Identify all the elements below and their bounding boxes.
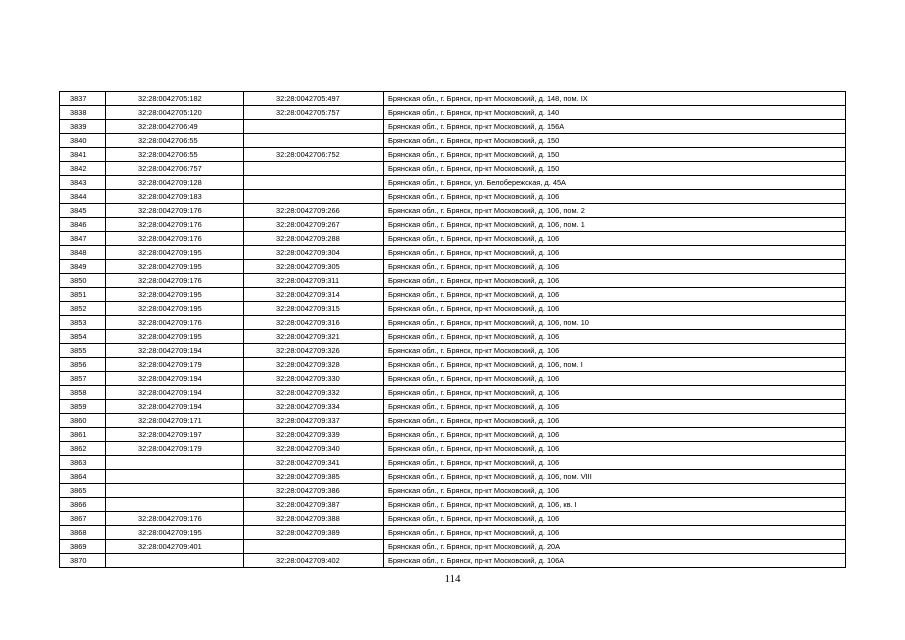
related-cadastral-number-cell: 32:28:0042709:402	[244, 554, 384, 568]
row-number-cell: 3847	[60, 232, 106, 246]
cadastral-number-cell: 32:28:0042709:176	[106, 274, 244, 288]
table-row	[60, 162, 846, 176]
row-number-cell: 3843	[60, 176, 106, 190]
cadastral-number-cell: 32:28:0042709:176	[106, 218, 244, 232]
address-cell: Брянская обл., г. Брянск, пр-кт Московский, д. 106	[384, 456, 846, 470]
related-cadastral-number-cell	[244, 162, 384, 176]
cadastral-number-cell: 32:28:0042709:179	[106, 442, 244, 456]
address-cell: Брянская обл., г. Брянск, пр-кт Московский, д. 106	[384, 330, 846, 344]
table-row	[60, 456, 846, 470]
cadastral-number-cell: 32:28:0042706:757	[106, 162, 244, 176]
table-row	[60, 470, 846, 484]
table-row	[60, 106, 846, 120]
row-number-cell: 3866	[60, 498, 106, 512]
table-row	[60, 92, 846, 106]
related-cadastral-number-cell: 32:28:0042709:337	[244, 414, 384, 428]
row-number-cell: 3860	[60, 414, 106, 428]
row-number-cell: 3867	[60, 512, 106, 526]
records-table	[59, 91, 846, 568]
table-row	[60, 484, 846, 498]
cadastral-number-cell: 32:28:0042709:401	[106, 540, 244, 554]
row-number-cell: 3857	[60, 372, 106, 386]
table-row	[60, 428, 846, 442]
row-number-cell: 3846	[60, 218, 106, 232]
cadastral-number-cell	[106, 498, 244, 512]
row-number-cell: 3850	[60, 274, 106, 288]
related-cadastral-number-cell	[244, 176, 384, 190]
row-number-cell: 3854	[60, 330, 106, 344]
address-cell: Брянская обл., г. Брянск, пр-кт Московский, д. 106	[384, 442, 846, 456]
address-cell: Брянская обл., г. Брянск, пр-кт Московский, д. 106, кв. I	[384, 498, 846, 512]
address-cell: Брянская обл., г. Брянск, пр-кт Московский, д. 106	[384, 400, 846, 414]
cadastral-number-cell	[106, 456, 244, 470]
address-cell: Брянская обл., г. Брянск, пр-кт Московский, д. 106	[384, 414, 846, 428]
address-cell: Брянская обл., г. Брянск, пр-кт Московский, д. 106	[384, 190, 846, 204]
address-cell: Брянская обл., г. Брянск, пр-кт Московский, д. 106А	[384, 554, 846, 568]
table-row	[60, 414, 846, 428]
related-cadastral-number-cell: 32:28:0042709:386	[244, 484, 384, 498]
address-cell: Брянская обл., г. Брянск, пр-кт Московский, д. 106	[384, 372, 846, 386]
related-cadastral-number-cell: 32:28:0042709:326	[244, 344, 384, 358]
records-table-body	[60, 92, 846, 568]
cadastral-number-cell: 32:28:0042709:176	[106, 316, 244, 330]
row-number-cell: 3859	[60, 400, 106, 414]
address-cell: Брянская обл., г. Брянск, пр-кт Московский, д. 106	[384, 302, 846, 316]
related-cadastral-number-cell: 32:28:0042709:316	[244, 316, 384, 330]
row-number-cell: 3856	[60, 358, 106, 372]
related-cadastral-number-cell: 32:28:0042705:497	[244, 92, 384, 106]
row-number-cell: 3862	[60, 442, 106, 456]
related-cadastral-number-cell: 32:28:0042709:388	[244, 512, 384, 526]
cadastral-number-cell: 32:28:0042709:194	[106, 372, 244, 386]
table-row	[60, 246, 846, 260]
related-cadastral-number-cell: 32:28:0042709:387	[244, 498, 384, 512]
table-row	[60, 512, 846, 526]
table-row	[60, 120, 846, 134]
address-cell: Брянская обл., г. Брянск, пр-кт Московский, д. 150	[384, 134, 846, 148]
related-cadastral-number-cell: 32:28:0042709:328	[244, 358, 384, 372]
related-cadastral-number-cell: 32:28:0042709:321	[244, 330, 384, 344]
cadastral-number-cell: 32:28:0042709:171	[106, 414, 244, 428]
cadastral-number-cell: 32:28:0042709:176	[106, 512, 244, 526]
related-cadastral-number-cell: 32:28:0042709:330	[244, 372, 384, 386]
table-row	[60, 260, 846, 274]
table-row	[60, 288, 846, 302]
cadastral-number-cell: 32:28:0042705:182	[106, 92, 244, 106]
cadastral-number-cell	[106, 470, 244, 484]
cadastral-number-cell: 32:28:0042709:195	[106, 260, 244, 274]
related-cadastral-number-cell: 32:28:0042709:332	[244, 386, 384, 400]
row-number-cell: 3851	[60, 288, 106, 302]
address-cell: Брянская обл., г. Брянск, пр-кт Московский, д. 106	[384, 274, 846, 288]
table-row	[60, 498, 846, 512]
row-number-cell: 3841	[60, 148, 106, 162]
cadastral-number-cell: 32:28:0042705:120	[106, 106, 244, 120]
address-cell: Брянская обл., г. Брянск, пр-кт Московский, д. 106	[384, 344, 846, 358]
related-cadastral-number-cell: 32:28:0042709:389	[244, 526, 384, 540]
table-row	[60, 386, 846, 400]
cadastral-number-cell: 32:28:0042709:195	[106, 302, 244, 316]
row-number-cell: 3853	[60, 316, 106, 330]
related-cadastral-number-cell: 32:28:0042705:757	[244, 106, 384, 120]
related-cadastral-number-cell: 32:28:0042709:267	[244, 218, 384, 232]
row-number-cell: 3849	[60, 260, 106, 274]
address-cell: Брянская обл., г. Брянск, пр-кт Московский, д. 106, пом. 10	[384, 316, 846, 330]
table-row	[60, 372, 846, 386]
related-cadastral-number-cell: 32:28:0042709:266	[244, 204, 384, 218]
address-cell: Брянская обл., г. Брянск, пр-кт Московский, д. 148, пом. IX	[384, 92, 846, 106]
address-cell: Брянская обл., г. Брянск, пр-кт Московский, д. 106, пом. I	[384, 358, 846, 372]
table-row	[60, 176, 846, 190]
row-number-cell: 3869	[60, 540, 106, 554]
table-row	[60, 316, 846, 330]
table-row	[60, 330, 846, 344]
row-number-cell: 3839	[60, 120, 106, 134]
row-number-cell: 3863	[60, 456, 106, 470]
cadastral-number-cell: 32:28:0042706:55	[106, 134, 244, 148]
related-cadastral-number-cell: 32:28:0042709:288	[244, 232, 384, 246]
row-number-cell: 3868	[60, 526, 106, 540]
row-number-cell: 3837	[60, 92, 106, 106]
cadastral-number-cell: 32:28:0042709:179	[106, 358, 244, 372]
table-row	[60, 204, 846, 218]
row-number-cell: 3852	[60, 302, 106, 316]
related-cadastral-number-cell: 32:28:0042709:304	[244, 246, 384, 260]
cadastral-number-cell: 32:28:0042706:55	[106, 148, 244, 162]
address-cell: Брянская обл., г. Брянск, пр-кт Московский, д. 106	[384, 288, 846, 302]
cadastral-number-cell	[106, 554, 244, 568]
cadastral-number-cell: 32:28:0042709:194	[106, 400, 244, 414]
table-row	[60, 218, 846, 232]
related-cadastral-number-cell: 32:28:0042709:315	[244, 302, 384, 316]
cadastral-number-cell: 32:28:0042709:197	[106, 428, 244, 442]
cadastral-number-cell: 32:28:0042709:195	[106, 288, 244, 302]
row-number-cell: 3842	[60, 162, 106, 176]
table-row	[60, 344, 846, 358]
cadastral-number-cell: 32:28:0042709:183	[106, 190, 244, 204]
address-cell: Брянская обл., г. Брянск, пр-кт Московский, д. 106, пом. VIII	[384, 470, 846, 484]
page-number: 114	[444, 573, 461, 585]
row-number-cell: 3848	[60, 246, 106, 260]
address-cell: Брянская обл., г. Брянск, пр-кт Московский, д. 106	[384, 484, 846, 498]
row-number-cell: 3865	[60, 484, 106, 498]
row-number-cell: 3838	[60, 106, 106, 120]
address-cell: Брянская обл., г. Брянск, пр-кт Московский, д. 150	[384, 148, 846, 162]
cadastral-number-cell: 32:28:0042709:176	[106, 232, 244, 246]
address-cell: Брянская обл., г. Брянск, пр-кт Московский, д. 150	[384, 162, 846, 176]
address-cell: Брянская обл., г. Брянск, пр-кт Московский, д. 106	[384, 246, 846, 260]
address-cell: Брянская обл., г. Брянск, пр-кт Московский, д. 106, пом. 1	[384, 218, 846, 232]
table-row	[60, 400, 846, 414]
address-cell: Брянская обл., г. Брянск, пр-кт Московский, д. 106	[384, 526, 846, 540]
table-row	[60, 540, 846, 554]
related-cadastral-number-cell	[244, 190, 384, 204]
table-row	[60, 134, 846, 148]
cadastral-number-cell: 32:28:0042706:49	[106, 120, 244, 134]
related-cadastral-number-cell	[244, 540, 384, 554]
table-row	[60, 232, 846, 246]
address-cell: Брянская обл., г. Брянск, пр-кт Московский, д. 156А	[384, 120, 846, 134]
row-number-cell: 3845	[60, 204, 106, 218]
related-cadastral-number-cell: 32:28:0042706:752	[244, 148, 384, 162]
cadastral-number-cell	[106, 484, 244, 498]
table-row	[60, 526, 846, 540]
table-row	[60, 148, 846, 162]
row-number-cell: 3855	[60, 344, 106, 358]
cadastral-number-cell: 32:28:0042709:195	[106, 246, 244, 260]
row-number-cell: 3840	[60, 134, 106, 148]
cadastral-number-cell: 32:28:0042709:195	[106, 330, 244, 344]
cadastral-number-cell: 32:28:0042709:128	[106, 176, 244, 190]
row-number-cell: 3844	[60, 190, 106, 204]
related-cadastral-number-cell: 32:28:0042709:340	[244, 442, 384, 456]
row-number-cell: 3858	[60, 386, 106, 400]
related-cadastral-number-cell: 32:28:0042709:305	[244, 260, 384, 274]
address-cell: Брянская обл., г. Брянск, пр-кт Московский, д. 106	[384, 512, 846, 526]
cadastral-number-cell: 32:28:0042709:194	[106, 386, 244, 400]
cadastral-number-cell: 32:28:0042709:195	[106, 526, 244, 540]
related-cadastral-number-cell: 32:28:0042709:314	[244, 288, 384, 302]
address-cell: Брянская обл., г. Брянск, пр-кт Московский, д. 106	[384, 386, 846, 400]
table-row	[60, 190, 846, 204]
table-row	[60, 302, 846, 316]
address-cell: Брянская обл., г. Брянск, пр-кт Московский, д. 106	[384, 428, 846, 442]
related-cadastral-number-cell: 32:28:0042709:334	[244, 400, 384, 414]
address-cell: Брянская обл., г. Брянск, ул. Белобережская, д. 45А	[384, 176, 846, 190]
cadastral-number-cell: 32:28:0042709:194	[106, 344, 244, 358]
address-cell: Брянская обл., г. Брянск, пр-кт Московский, д. 106	[384, 232, 846, 246]
row-number-cell: 3870	[60, 554, 106, 568]
related-cadastral-number-cell: 32:28:0042709:339	[244, 428, 384, 442]
related-cadastral-number-cell: 32:28:0042709:341	[244, 456, 384, 470]
address-cell: Брянская обл., г. Брянск, пр-кт Московский, д. 106	[384, 260, 846, 274]
address-cell: Брянская обл., г. Брянск, пр-кт Московский, д. 106, пом. 2	[384, 204, 846, 218]
row-number-cell: 3864	[60, 470, 106, 484]
related-cadastral-number-cell	[244, 120, 384, 134]
related-cadastral-number-cell: 32:28:0042709:311	[244, 274, 384, 288]
related-cadastral-number-cell: 32:28:0042709:385	[244, 470, 384, 484]
table-row	[60, 442, 846, 456]
address-cell: Брянская обл., г. Брянск, пр-кт Московский, д. 140	[384, 106, 846, 120]
table-row	[60, 358, 846, 372]
address-cell: Брянская обл., г. Брянск, пр-кт Московский, д. 20А	[384, 540, 846, 554]
cadastral-number-cell: 32:28:0042709:176	[106, 204, 244, 218]
related-cadastral-number-cell	[244, 134, 384, 148]
table-row	[60, 554, 846, 568]
table-row	[60, 274, 846, 288]
row-number-cell: 3861	[60, 428, 106, 442]
